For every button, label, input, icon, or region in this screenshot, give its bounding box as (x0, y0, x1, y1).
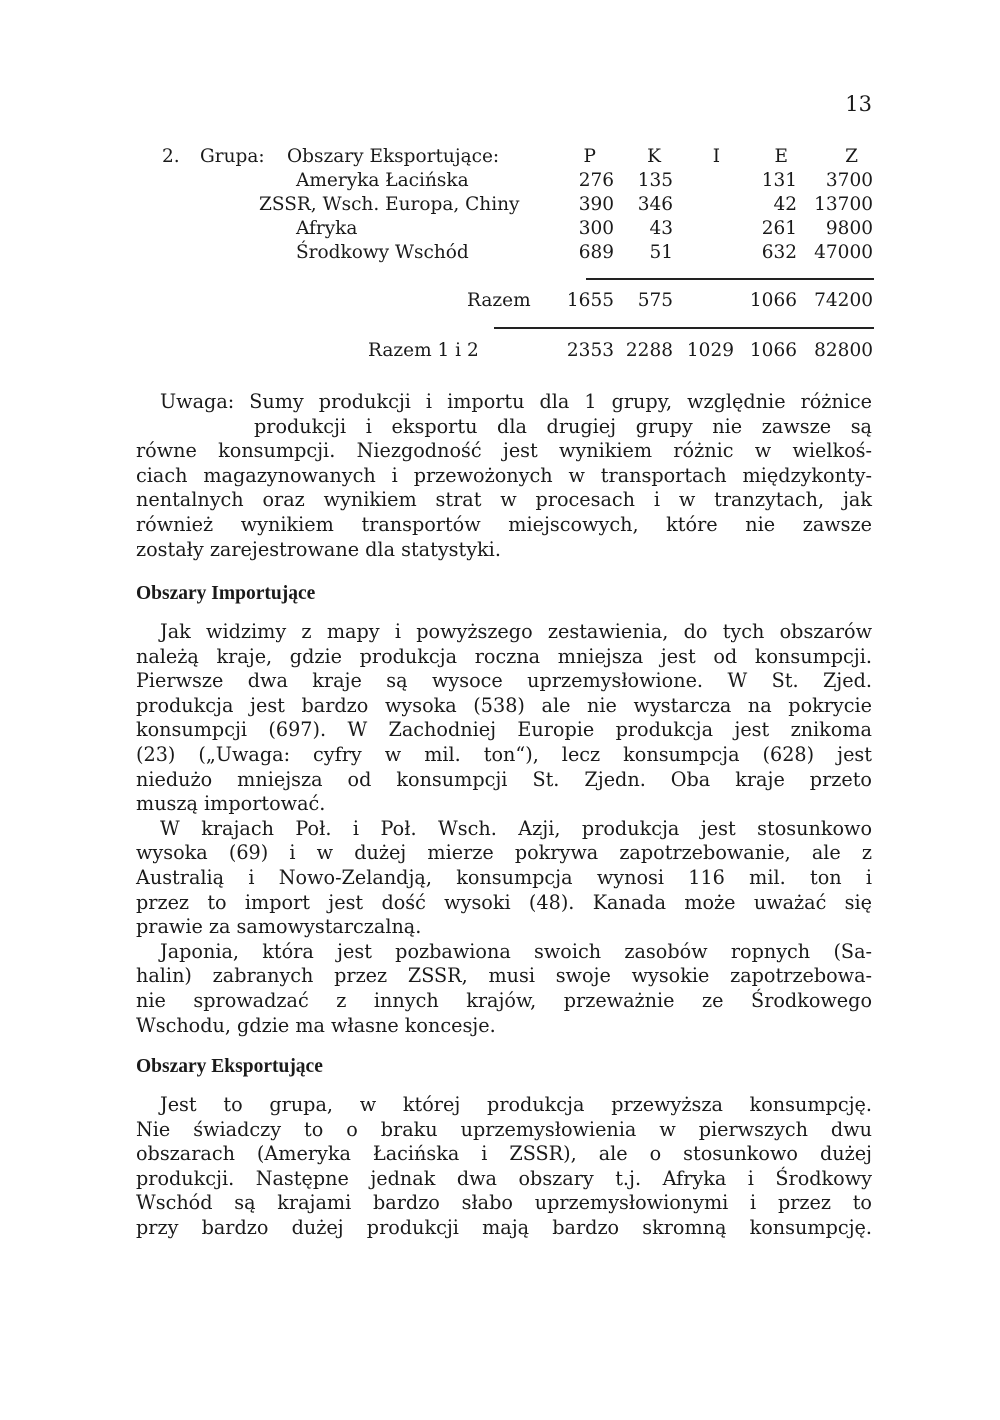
value-p: 390 (578, 194, 614, 215)
total-label: Razem (467, 290, 531, 311)
subtotal-rule (586, 278, 874, 280)
note-line: produkcji i eksportu dla drugiej grupy nie zawsze są (254, 414, 872, 438)
note-line: zostały zarejestrowane dla statystyki. (136, 537, 501, 561)
page-number: 13 (845, 92, 872, 116)
text-line: prawie za samowystarczalną. (136, 915, 422, 939)
group-number: 2. (162, 146, 180, 167)
text-line: produkcji. Następne jednak dwa obszary t.j. Afryka i Środkowy (136, 1166, 872, 1190)
text-line: produkcja jest bardzo wysoka (538) ale nie wystarcza na pokrycie (136, 693, 872, 717)
value-e: 131 (761, 170, 797, 191)
region-name: Afryka (296, 218, 358, 239)
text-line: wysoka (69) i w dużej mierze pokrywa zapotrzebowanie, ale z (136, 841, 872, 865)
value-e: 632 (761, 242, 797, 263)
text-line: muszą importować. (136, 792, 326, 816)
text-line: (23) („Uwaga: cyfry w mil. ton“), lecz konsumpcja (628) jest (136, 742, 872, 766)
text-line: Jest to grupa, w której produkcja przewyższa konsumpcję. (160, 1093, 872, 1116)
region-name: ZSSR, Wsch. Europa, Chiny (259, 194, 520, 215)
table-row (0, 218, 1000, 242)
section-heading-import: Obszary Importujące (136, 583, 316, 604)
table-row (0, 194, 1000, 218)
note-line: Uwaga: Sumy produkcji i importu dla 1 grupy, względnie różnice (160, 390, 872, 413)
text-line: Jak widzimy z mapy i powyższego zestawienia, do tych obszarów (160, 620, 872, 643)
import-paragraph-1 (136, 620, 872, 1038)
value-p: 2353 (566, 340, 614, 361)
table-header-row (0, 146, 1000, 170)
value-z: 74200 (814, 290, 873, 311)
value-e: 261 (761, 218, 797, 239)
section-heading-export: Obszary Eksportujące (136, 1056, 323, 1077)
col-header-k: K (647, 146, 661, 167)
text-line: nie sprowadzać z innych krajów, przeważnie ze Środkowego (136, 988, 872, 1012)
export-paragraph (136, 1093, 872, 1241)
text-line: Nie świadczy to o braku uprzemysłowienia w pierwszych dwu (136, 1117, 872, 1141)
value-k: 135 (637, 170, 673, 191)
value-e: 1066 (749, 290, 797, 311)
region-name: Ameryka Łacińska (296, 170, 469, 191)
grand-total-row (0, 340, 1000, 364)
region-name: Środkowy Wschód (296, 242, 469, 263)
total-row (0, 290, 1000, 314)
col-header-e: E (774, 146, 788, 167)
value-k: 51 (649, 242, 673, 263)
group-label: Grupa: (200, 146, 265, 167)
value-z: 9800 (825, 218, 873, 239)
text-line: przez to import jest dość wysoki (48). Kanada może uważać się (136, 890, 872, 914)
text-line: halin) zabranych przez ZSSR, musi swoje wysokie zapotrzebowa- (136, 964, 872, 988)
value-k: 346 (637, 194, 673, 215)
table-row (0, 242, 1000, 266)
col-header-z: Z (845, 146, 858, 167)
group-title: Obszary Eksportujące: (287, 146, 500, 167)
value-p: 1655 (566, 290, 614, 311)
value-p: 276 (578, 170, 614, 191)
grand-total-label: Razem 1 i 2 (368, 340, 479, 361)
text-line: Japonia, która jest pozbawiona swoich zasobów ropnych (Sa- (160, 939, 872, 963)
text-line: W krajach Poł. i Poł. Wsch. Azji, produkcja jest stosunkowo (160, 816, 872, 840)
note-line: równe konsumpcji. Niezgodność jest wynikiem różnic w wielkoś- (136, 439, 872, 463)
text-line: Wschód są krajami bardzo słabo uprzemysłowionymi i przez to (136, 1191, 872, 1215)
note-line: ciach magazynowanych i przewożonych w transportach międzykonty- (136, 463, 872, 487)
text-line: Pierwsze dwa kraje są wysoce uprzemysłowione. W St. Zjed. (136, 669, 872, 693)
value-k: 575 (637, 290, 673, 311)
value-p: 689 (578, 242, 614, 263)
text-line: niedużo mniejsza od konsumpcji St. Zjedn. Oba kraje przeto (136, 767, 872, 791)
value-z: 3700 (825, 170, 873, 191)
value-e: 42 (773, 194, 797, 215)
value-e: 1066 (749, 340, 797, 361)
text-line: przy bardzo dużej produkcji mają bardzo skromną konsumpcję. (136, 1215, 872, 1239)
text-line: konsumpcji (697). W Zachodniej Europie produkcja jest znikoma (136, 718, 872, 742)
value-k: 2288 (625, 340, 673, 361)
text-line: Wschodu, gdzie ma własne koncesje. (136, 1013, 496, 1037)
col-header-i: I (712, 146, 720, 167)
grand-total-rule (494, 327, 874, 329)
note-line: również wynikiem transportów miejscowych, które nie zawsze (136, 512, 872, 536)
col-header-p: P (583, 146, 596, 167)
note-paragraph (136, 390, 872, 562)
text-line: obszarach (Ameryka Łacińska i ZSSR), ale o stosunkowo dużej (136, 1142, 872, 1166)
value-z: 47000 (814, 242, 873, 263)
value-z: 13700 (814, 194, 873, 215)
value-k: 43 (649, 218, 673, 239)
text-line: Australią i Nowo-Zelandją, konsumpcja wynosi 116 mil. ton i (136, 865, 872, 889)
value-p: 300 (578, 218, 614, 239)
text-line: należą kraje, gdzie produkcja roczna mniejsza jest od konsumpcji. (136, 644, 872, 668)
value-z: 82800 (814, 340, 873, 361)
table-row (0, 170, 1000, 194)
value-i: 1029 (686, 340, 734, 361)
note-line: nentalnych oraz wynikiem strat w procesach i w tranzytach, jak (136, 488, 872, 512)
